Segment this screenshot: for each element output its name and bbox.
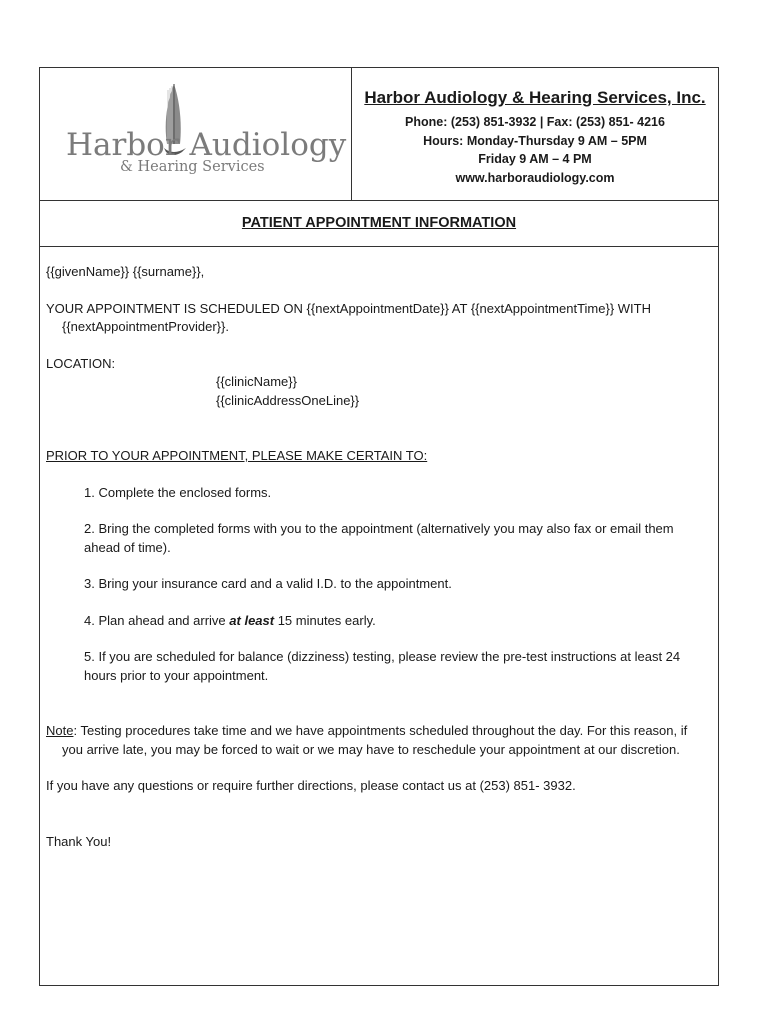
note-text: : Testing procedures take time and we have appointments scheduled throughout the day. For this reason, if you arrive late, you may be forced to wait or we may have to reschedule your appointment at our discretion. <box>62 723 688 757</box>
title-row <box>40 201 718 247</box>
header-row <box>40 68 718 201</box>
item4-post: 15 minutes early. <box>274 612 376 628</box>
website-link[interactable]: www.harboraudiology.com <box>455 170 615 185</box>
questions-paragraph: If you have any questions or require further directions, please contact us at (253) 851- 3932. <box>46 778 576 793</box>
thank-you: Thank You! <box>46 833 112 849</box>
document-frame <box>39 67 719 986</box>
friday-hours-line: Friday 9 AM – 4 PM <box>478 152 592 166</box>
appointment-statement: YOUR APPOINTMENT IS SCHEDULED ON {{nextAppointmentDate}} AT {{nextAppointmentTime}} WITH {{nextAppointmentProvider}}. <box>46 300 651 334</box>
item4-pre: 4. Plan ahead and arrive <box>84 612 230 628</box>
company-info-cell <box>352 68 718 200</box>
clinic-address: {{clinicAddressOneLine}} <box>216 392 360 408</box>
list-item-3: 3. Bring your insurance card and a valid I.D. to the appointment. <box>84 576 452 591</box>
hours-line: Hours: Monday-Thursday 9 AM – 5PM <box>423 133 647 148</box>
item4-emphasis: at least <box>229 612 275 628</box>
location-label: LOCATION: <box>46 355 116 371</box>
list-item-2: 2. Bring the completed forms with you to the appointment (alternatively you may also fax or email them ahead of time). <box>84 521 674 555</box>
logo-brand-sub: & Hearing Services <box>120 159 265 175</box>
list-item-1: 1. Complete the enclosed forms. <box>84 484 272 500</box>
letter-body <box>46 263 711 851</box>
document-title: PATIENT APPOINTMENT INFORMATION <box>241 215 517 231</box>
harbor-audiology-logo <box>40 68 351 200</box>
note-label: Note <box>46 723 74 738</box>
greeting: {{givenName}} {{surname}}, <box>46 264 205 279</box>
list-item-4 <box>46 612 711 631</box>
logo-cell <box>40 68 352 200</box>
logo-brand-main: Harbor Audiology <box>66 127 347 163</box>
clinic-name: {{clinicName}} <box>216 374 297 389</box>
note-paragraph <box>46 722 711 759</box>
contact-line: Phone: (253) 851-3932 | Fax: (253) 851- 4216 <box>405 115 665 129</box>
list-item-5: 5. If you are scheduled for balance (dizziness) testing, please review the pre-test instructions at least 24 hours prior to your appointment. <box>84 649 681 683</box>
company-name: Harbor Audiology & Hearing Services, Inc. <box>364 88 706 107</box>
prior-heading: PRIOR TO YOUR APPOINTMENT, PLEASE MAKE CERTAIN TO: <box>46 448 428 463</box>
